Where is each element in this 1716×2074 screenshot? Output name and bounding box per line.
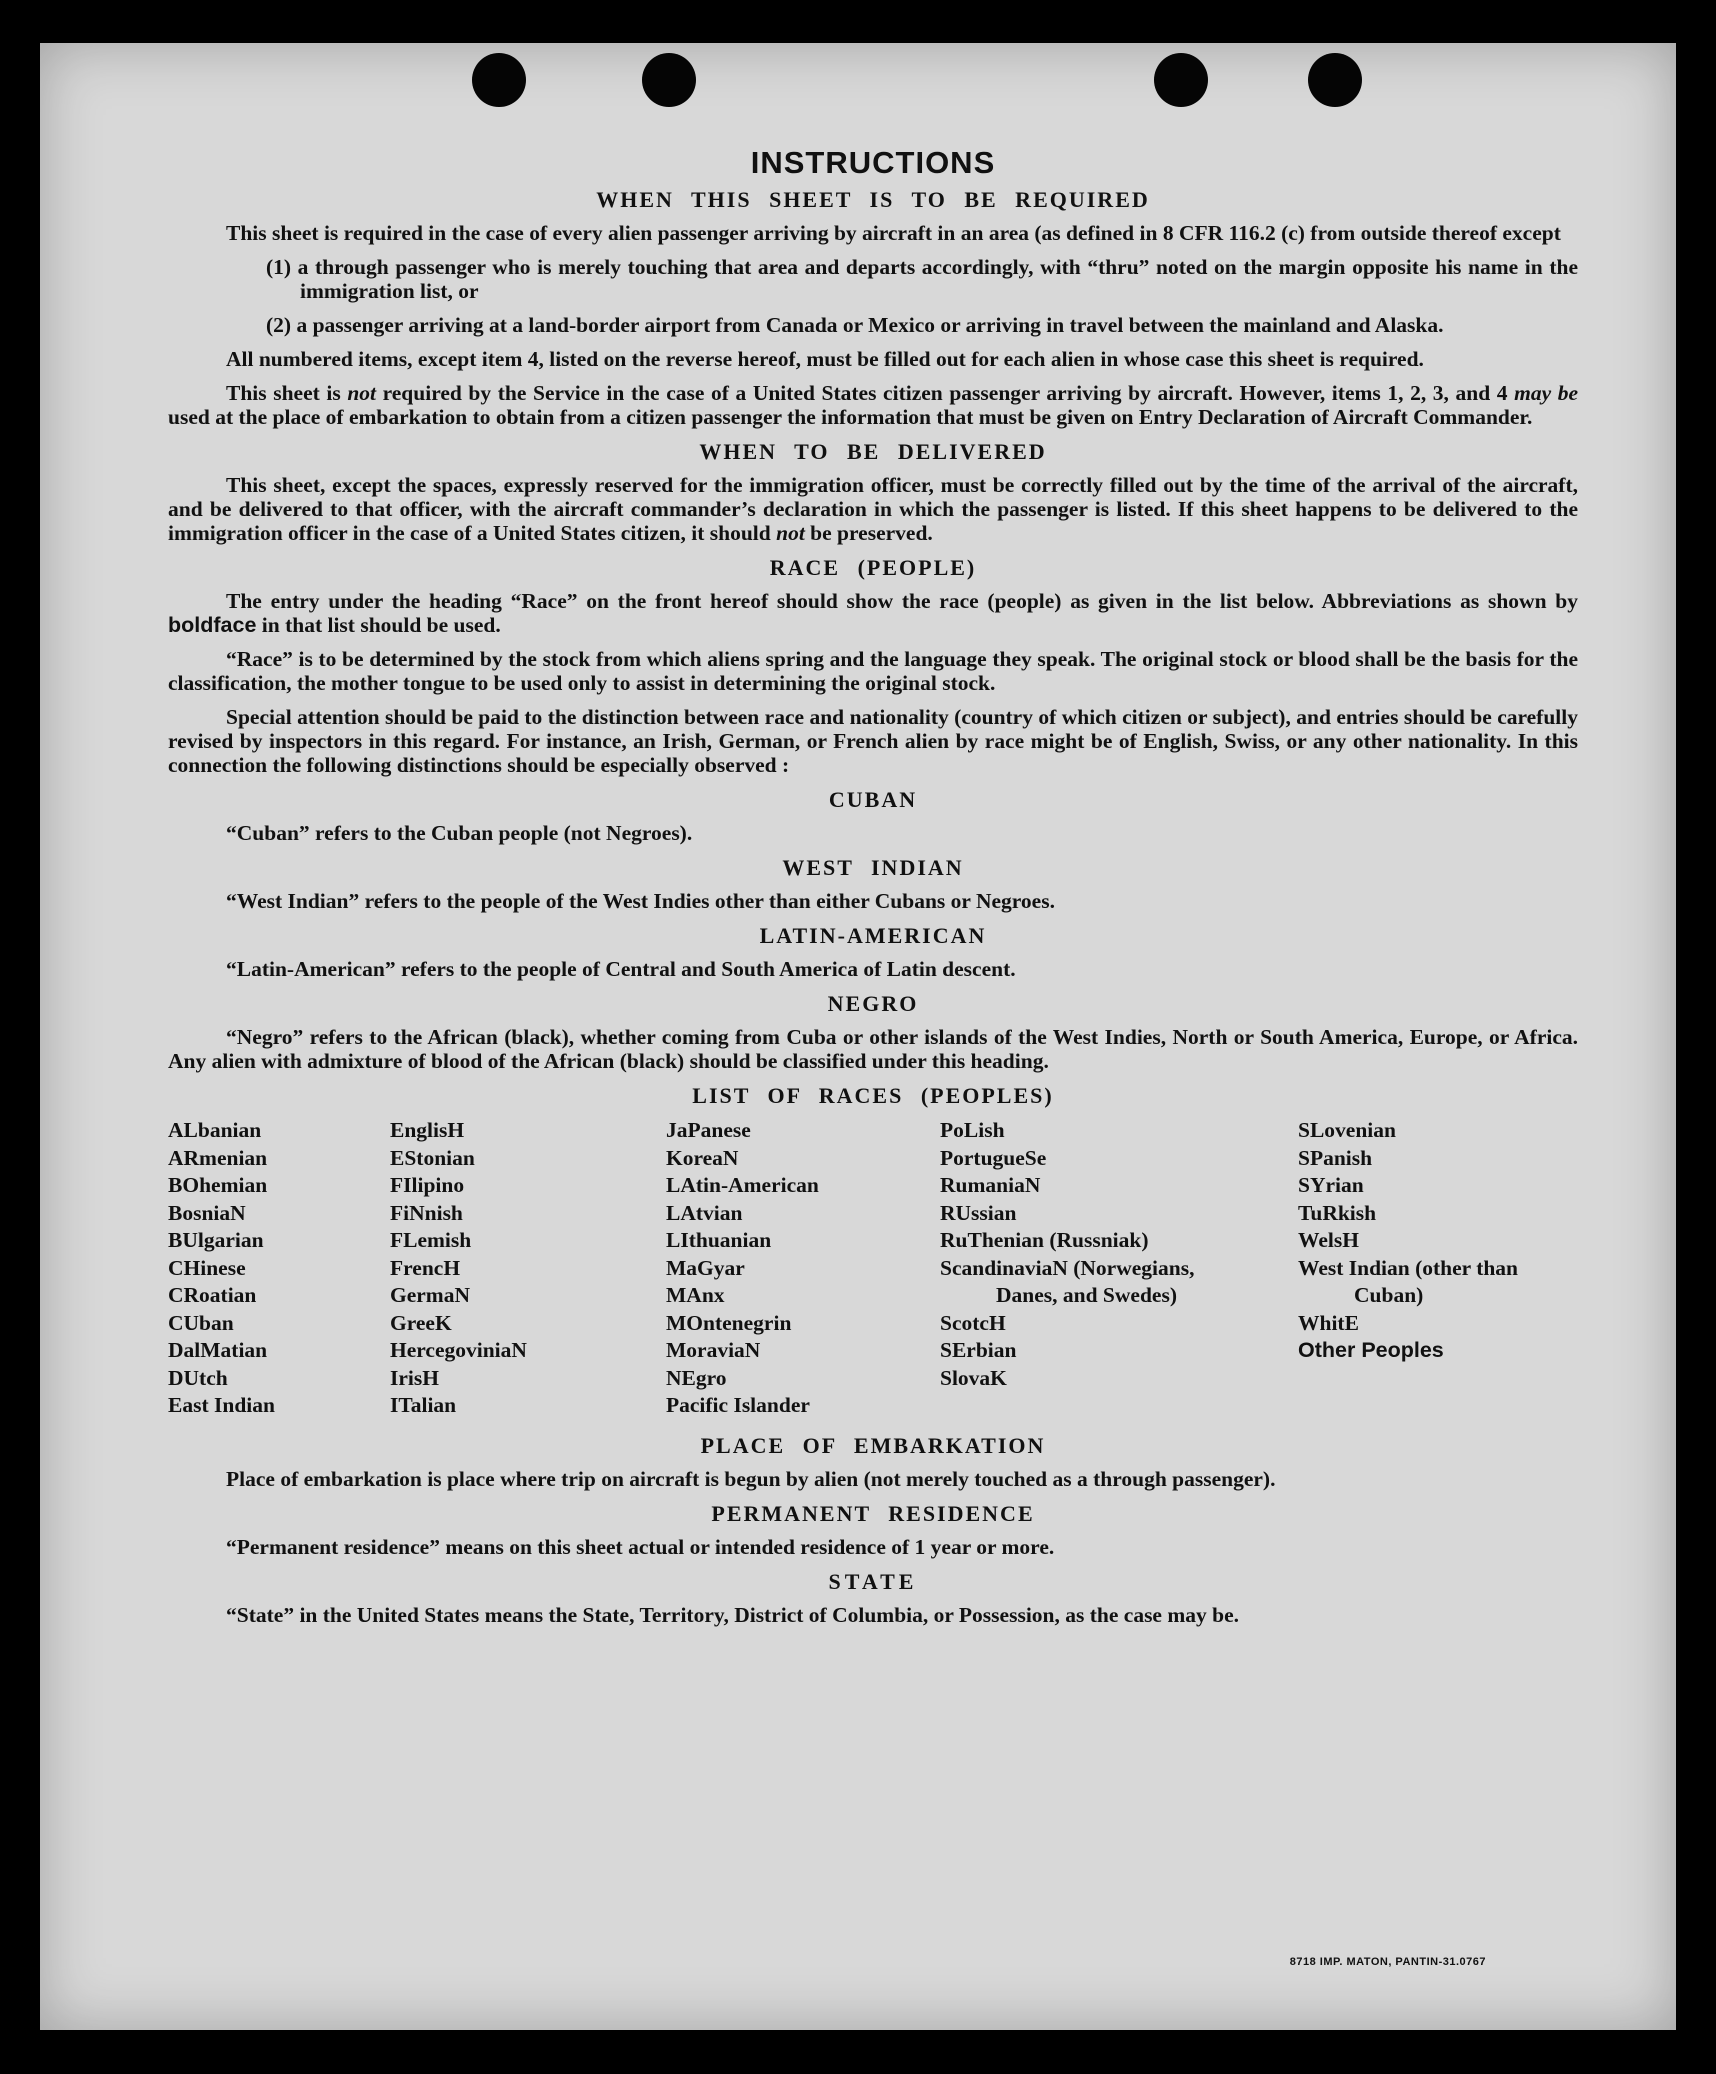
punch-hole <box>472 53 526 107</box>
page-title: INSTRUCTIONS <box>750 145 996 180</box>
heading-when-delivered: WHEN TO BE DELIVERED <box>699 439 1047 464</box>
race-item: Pacific Islander <box>666 1393 810 1417</box>
race-item: CHinese <box>168 1255 246 1280</box>
races-column <box>390 1117 630 1420</box>
race-item: ALbanian <box>168 1118 262 1142</box>
paragraph: All numbered items, except item 4, listed on the reverse hereof, must be filled out for each alien in whose case this sheet is required. <box>226 347 1424 371</box>
paragraph: “Cuban” refers to the Cuban people (not Negroes). <box>226 821 693 845</box>
paragraph: “Negro” refers to the African (black), whether coming from Cuba or other islands of the West Indies, North or South America, Europe, or Africa. Any alien with admixture of blood of the African (black) should be classified under this heading. <box>168 1025 1578 1073</box>
races-column <box>1298 1117 1578 1365</box>
race-item: PoLish <box>940 1118 1005 1142</box>
race-item: CUban <box>168 1310 234 1335</box>
race-item: West Indian (other than Cuban) <box>1298 1255 1519 1307</box>
race-item: DUtch <box>168 1365 228 1390</box>
punch-hole <box>1154 53 1208 107</box>
heading-cuban: CUBAN <box>828 787 918 812</box>
heading-negro: NEGRO <box>827 991 919 1016</box>
race-item: EnglisH <box>390 1118 465 1142</box>
paragraph: This sheet is not required by the Service in the case of a United States citizen passenger arriving by aircraft. However, items 1, 2, 3, and 4 may be used at the place of embarkation to obtain from a citizen passenger the information that must be given on Entry Declaration of Aircraft Commander. <box>168 381 1578 429</box>
race-item: LAtvian <box>666 1200 743 1225</box>
document-content <box>168 105 1578 1637</box>
numbered-item: (2) a passenger arriving at a land-border airport from Canada or Mexico or arriving in travel between the mainland and Alaska. <box>266 313 1444 337</box>
race-item: MAnx <box>666 1283 725 1307</box>
printer-stamp: 8718 IMP. MATON, PANTIN-31.0767 <box>1289 1956 1486 1968</box>
race-item: NEgro <box>666 1365 727 1390</box>
race-item: KoreaN <box>666 1145 739 1170</box>
race-item: SlovaK <box>940 1365 1007 1390</box>
race-item: ScandinaviaN (Norwegians, Danes, and Swedes) <box>940 1255 1195 1307</box>
heading-west-indian: WEST INDIAN <box>782 855 964 880</box>
race-item: WhitE <box>1298 1310 1359 1335</box>
race-item: LIthuanian <box>666 1228 772 1252</box>
race-item: MOntenegrin <box>666 1310 792 1335</box>
race-item: WelsH <box>1298 1228 1359 1252</box>
races-column <box>940 1117 1230 1392</box>
race-item: MoraviaN <box>666 1338 761 1362</box>
paragraph: The entry under the heading “Race” on the front hereof should show the race (people) as given in the list below. Abbreviations as shown by boldface in that list should be used. <box>168 589 1578 637</box>
paragraph: “Race” is to be determined by the stock from which aliens spring and the language they speak. The original stock or blood shall be the basis for the classification, the mother tongue to be used only to assist in determining the original stock. <box>168 647 1578 695</box>
race-item: SPanish <box>1298 1145 1373 1170</box>
heading-list-of-races: LIST OF RACES (PEOPLES) <box>692 1083 1054 1108</box>
race-item: Other Peoples <box>1298 1338 1444 1362</box>
heading-permanent-residence: PERMANENT RESIDENCE <box>711 1501 1035 1526</box>
race-item: LAtin-American <box>666 1173 819 1197</box>
race-item: MaGyar <box>666 1255 745 1280</box>
heading-latin-american: LATIN-AMERICAN <box>759 923 987 948</box>
race-item: CRoatian <box>168 1283 257 1307</box>
document-sheet <box>40 43 1676 2030</box>
punch-hole <box>1308 53 1362 107</box>
race-item: BosniaN <box>168 1200 246 1225</box>
heading-when-required: WHEN THIS SHEET IS TO BE REQUIRED <box>596 187 1150 212</box>
paragraph: “West Indian” refers to the people of the West Indies other than either Cubans or Negroes. <box>226 889 1055 913</box>
paragraph: This sheet, except the spaces, expressly reserved for the immigration officer, must be correctly filled out by the time of the arrival of the aircraft, and be delivered to that officer, with the aircraft commander’s declaration in which the passenger is listed. If this sheet happens to be delivered to the immigration officer in the case of a United States citizen, it should not be preserved. <box>168 473 1578 545</box>
races-column <box>168 1117 368 1420</box>
numbered-item: (1) a through passenger who is merely touching that area and departs accordingly, with “thru” noted on the margin opposite his name in the immigration list, or <box>266 255 1578 303</box>
race-item: FrencH <box>390 1255 461 1280</box>
punch-hole <box>642 53 696 107</box>
race-item: East Indian <box>168 1393 275 1417</box>
race-item: FIlipino <box>390 1173 465 1197</box>
race-item: ITalian <box>390 1393 457 1417</box>
heading-embarkation: PLACE OF EMBARKATION <box>700 1433 1046 1458</box>
races-column <box>666 1117 916 1420</box>
paragraph: This sheet is required in the case of every alien passenger arriving by aircraft in an area (as defined in 8 CFR 116.2 (c) from outside thereof except <box>226 221 1561 245</box>
race-item: GreeK <box>390 1310 452 1335</box>
race-item: RumaniaN <box>940 1173 1041 1197</box>
paragraph: Special attention should be paid to the distinction between race and nationality (country of which citizen or subject), and entries should be carefully revised by inspectors in this regard. For instance, an Irish, German, or French alien by race might be of English, Swiss, or any other nationality. In this connection the following distinctions should be especially observed : <box>168 705 1578 777</box>
heading-state: STATE <box>828 1569 918 1594</box>
race-item: DalMatian <box>168 1338 268 1362</box>
race-item: RuThenian (Russniak) <box>940 1228 1149 1252</box>
race-item: FLemish <box>390 1228 472 1252</box>
paragraph: “Permanent residence” means on this sheet actual or intended residence of 1 year or more. <box>226 1535 1055 1559</box>
race-item: SYrian <box>1298 1173 1364 1197</box>
heading-race: RACE (PEOPLE) <box>769 555 977 580</box>
race-item: SLovenian <box>1298 1118 1396 1142</box>
race-item: JaPanese <box>666 1118 751 1142</box>
race-item: BOhemian <box>168 1173 268 1197</box>
race-item: GermaN <box>390 1283 470 1307</box>
race-item: BUlgarian <box>168 1228 264 1252</box>
race-item: TuRkish <box>1298 1200 1377 1225</box>
race-item: SErbian <box>940 1338 1017 1362</box>
race-item: ScotcH <box>940 1310 1006 1335</box>
race-item: IrisH <box>390 1365 439 1390</box>
race-item: RUssian <box>940 1200 1017 1225</box>
race-item: PortugueSe <box>940 1145 1047 1170</box>
paragraph: Place of embarkation is place where trip on aircraft is begun by alien (not merely touched as a through passenger). <box>226 1467 1276 1491</box>
race-item: ARmenian <box>168 1145 268 1170</box>
paragraph: “State” in the United States means the State, Territory, District of Columbia, or Possession, as the case may be. <box>226 1603 1240 1627</box>
paragraph: “Latin-American” refers to the people of Central and South America of Latin descent. <box>226 957 1016 981</box>
race-item: FiNnish <box>390 1200 463 1225</box>
race-item: EStonian <box>390 1145 475 1170</box>
races-list <box>168 1117 1578 1427</box>
race-item: HercegoviniaN <box>390 1338 527 1362</box>
